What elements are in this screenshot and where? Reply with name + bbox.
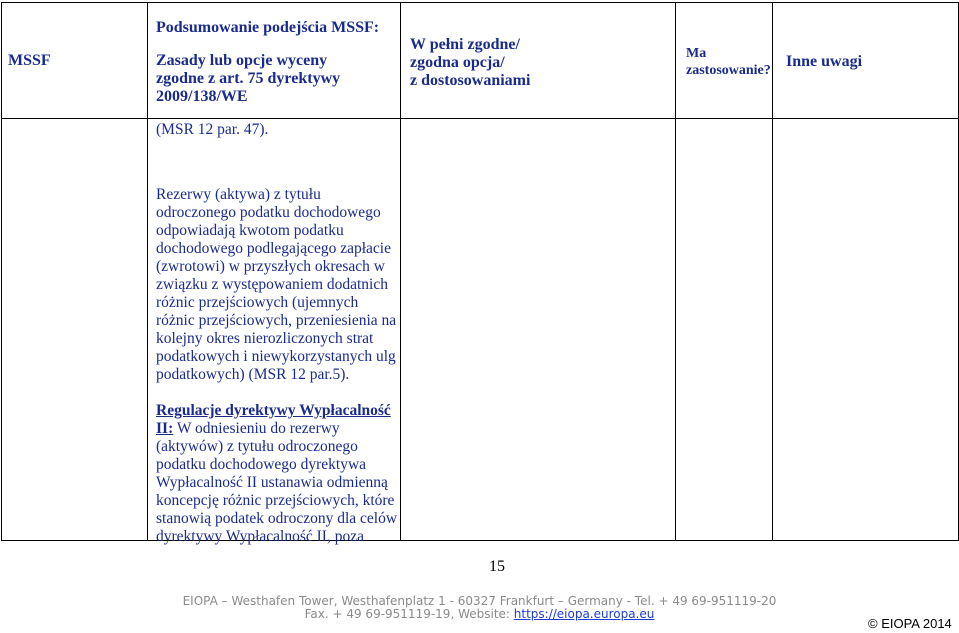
header-compliance-line1: W pełni zgodne/ [410, 36, 520, 53]
para2-line: podatku dochodowego dyrektywa [156, 456, 367, 473]
para2-heading-cont: II: [156, 420, 174, 437]
para1-line: różnic przejściowych (ujemnych [156, 294, 359, 311]
cell-text-ref: (MSR 12 par. 47). [156, 121, 269, 138]
para1-line: kolejny okres nierozliczonych strat [156, 330, 374, 347]
col-divider-1 [147, 2, 148, 541]
header-summary-title: Podsumowanie podejścia MSSF: [156, 19, 380, 36]
footer-copyright: © EIOPA 2014 [868, 616, 952, 631]
table-top-border [1, 2, 959, 3]
col-divider-3 [675, 2, 676, 541]
header-applicable-line2: zastosowanie? [686, 63, 771, 78]
para2-line [156, 420, 397, 438]
header-applicable [686, 45, 771, 79]
para2-line: Wypłacalność II ustanawia odmienną [156, 474, 388, 491]
para1-line: podatkowych) (MSR 12 par.5). [156, 366, 350, 383]
para2-heading [156, 402, 397, 420]
para1-line: związku z występowaniem dodatnich [156, 276, 388, 293]
footer-website-link[interactable]: https://eiopa.europa.eu [513, 607, 655, 621]
header-summary-line3: 2009/138/WE [156, 88, 248, 105]
header-applicable-line1: Ma [686, 46, 707, 61]
footer-fax: Fax. + 49 69-951119-19, Website: [304, 607, 514, 621]
header-summary-line1: Zasady lub opcje wyceny [156, 52, 328, 69]
para1-line: odpowiadają kwotom podatku [156, 222, 344, 239]
header-compliance-line3: z dostosowaniami [410, 72, 531, 89]
footer-address: EIOPA – Westhafen Tower, Westhafenplatz 1 - 60327 Frankfurt – Germany - Tel. + 49 69-951119-20 [182, 594, 777, 608]
table-left-border [1, 2, 2, 541]
para2-line: (aktywów) z tytułu odroczonego [156, 438, 358, 455]
para2-heading-text: Regulacje dyrektywy Wypłacalność [156, 402, 391, 419]
header-other-remarks: Inne uwagi [786, 53, 863, 70]
header-summary-line2: zgodne z art. 75 dyrektywy [156, 70, 341, 87]
para2-line: dyrektywy Wypłacalność II, poza [156, 528, 364, 545]
paragraph-deferred-tax [156, 186, 396, 384]
header-compliance [410, 36, 530, 90]
header-bottom-border [1, 118, 959, 119]
para1-line: różnic przejściowych, przeniesienia na [156, 312, 397, 329]
para2-line: stanowią podatek odroczony dla celów [156, 510, 398, 527]
header-mssf: MSSF [8, 52, 51, 69]
header-compliance-line2: zgodna opcja/ [410, 54, 505, 71]
para1-line: podatkowych i niewykorzystanych ulg [156, 348, 396, 365]
footer-contact [0, 607, 959, 621]
para1-line: Rezerwy (aktywa) z tytułu [156, 186, 321, 203]
page-number: 15 [489, 558, 505, 575]
col-divider-4 [772, 2, 773, 541]
col-divider-2 [400, 2, 401, 541]
para1-line: dochodowego podlegającego zapłacie [156, 240, 391, 257]
para1-line: (zwrotowi) w przyszłych okresach w [156, 258, 385, 275]
para2-line: koncepcję różnic przejściowych, które [156, 492, 395, 509]
header-summary [156, 19, 392, 106]
table-bottom-border [1, 540, 959, 541]
paragraph-solvency-ii [156, 402, 397, 546]
para2-line1-rest: W odniesieniu do rezerwy [173, 420, 340, 437]
para1-line: odroczonego podatku dochodowego [156, 204, 381, 221]
